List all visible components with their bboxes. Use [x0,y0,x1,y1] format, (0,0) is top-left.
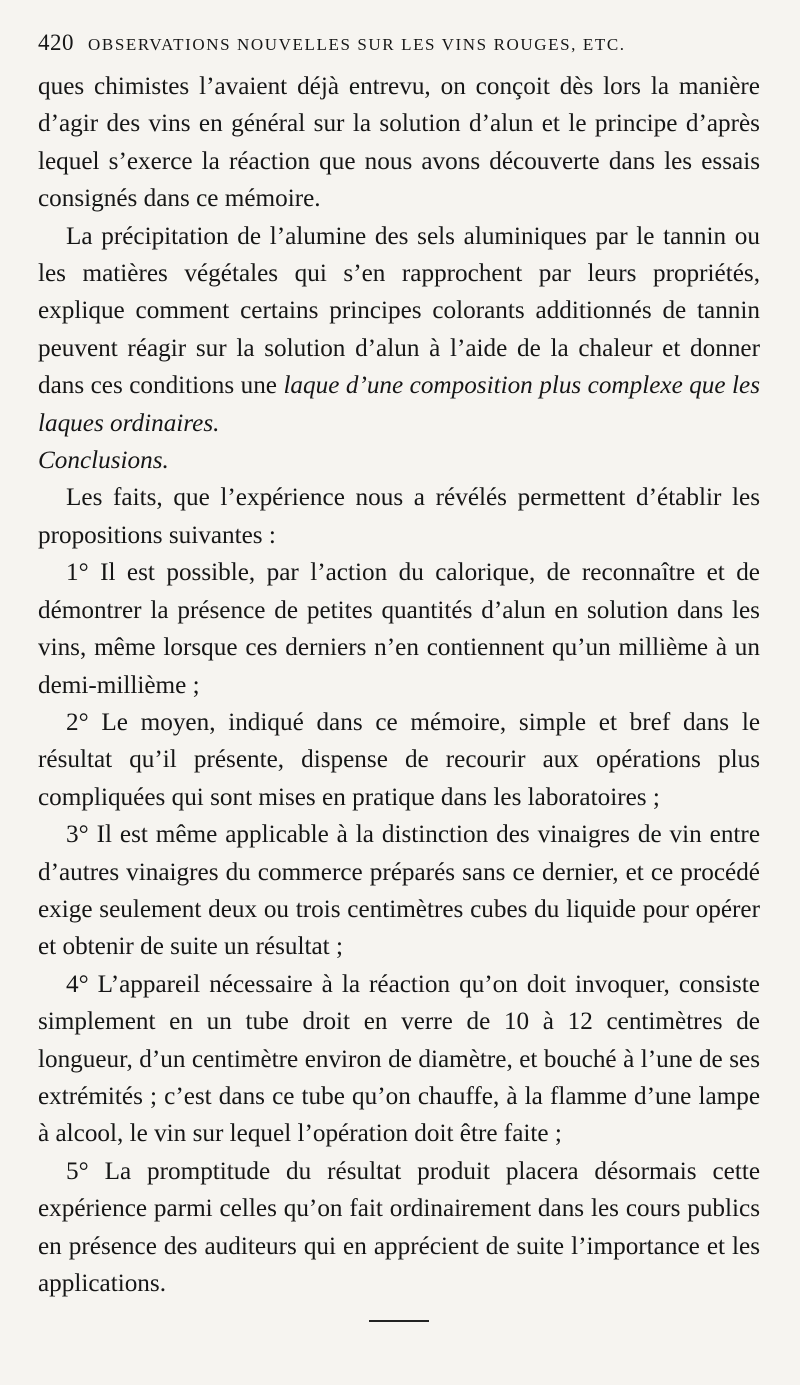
page-number: 420 [38,30,74,55]
proposition-1: 1° Il est possible, par l’action du calorique, de reconnaître et de démontrer la présence de petites quantités d’alun en solution dans les vins, même lorsque ces derniers n’en contiennent qu’un millième à un demi-millième ; [38,559,760,699]
section-heading: Conclusions. [38,447,169,475]
proposition-3: 3° Il est même applicable à la distinction des vinaigres de vin entre d’autres vinaigres du commerce préparés sans ce dernier, et ce procédé exige seulement deux ou trois centimètres cubes du liquide pour opérer et obtenir de suite un résultat ; [38,821,760,961]
italic-phrase: laque d’une composition plus complexe que les laques ordinaires. [38,372,760,437]
proposition-5: 5° La promptitude du résultat produit placera désormais cette expérience parmi celles qu’on fait ordinairement dans les cours publics en présence des auditeurs qui en apprécient de suite l’importance et les applications. [38,1157,760,1297]
body-text [38,68,760,1302]
paragraph-continuation: ques chimistes l’avaient déjà entrevu, on conçoit dès lors la manière d’agir des vins en général sur la solution d’alun et le principe d’après lequel s’exerce la réaction que nous avons découverte dans les essais consignés dans ce mémoire. [38,73,760,213]
paragraph-text: La précipitation de l’alumine des sels aluminiques par le tannin ou les matières végétales qui s’en rapprochent par leurs propriétés, explique comment certains principes colorants additionnés de tannin peuvent réagir sur la solution d’alun à l’aide de la chaleur et donner dans ces conditions une [38,222,760,400]
paragraph-intro: Les faits, que l’expérience nous a révélés permettent d’établir les propositions suivantes : [38,484,760,549]
running-head: OBSERVATIONS NOUVELLES SUR LES VINS ROUGES, ETC. [88,35,626,54]
closing-rule [369,1320,429,1322]
proposition-4: 4° L’appareil nécessaire à la réaction qu’on doit invoquer, consiste simplement en un tube droit en verre de 10 à 12 centimètres de longueur, d’un centimètre environ de diamètre, et bouché à l’une de ses extrémités ; c’est dans ce tube qu’on chauffe, à la flamme d’une lampe à alcool, le vin sur lequel l’opération doit être faite ; [38,970,760,1148]
proposition-2: 2° Le moyen, indiqué dans ce mémoire, simple et bref dans le résultat qu’il présente, dispense de recourir aux opérations plus compliquées qui sont mises en pratique dans les laboratoires ; [38,708,760,811]
paragraph-precipitation [38,218,760,442]
page-header [38,30,760,64]
